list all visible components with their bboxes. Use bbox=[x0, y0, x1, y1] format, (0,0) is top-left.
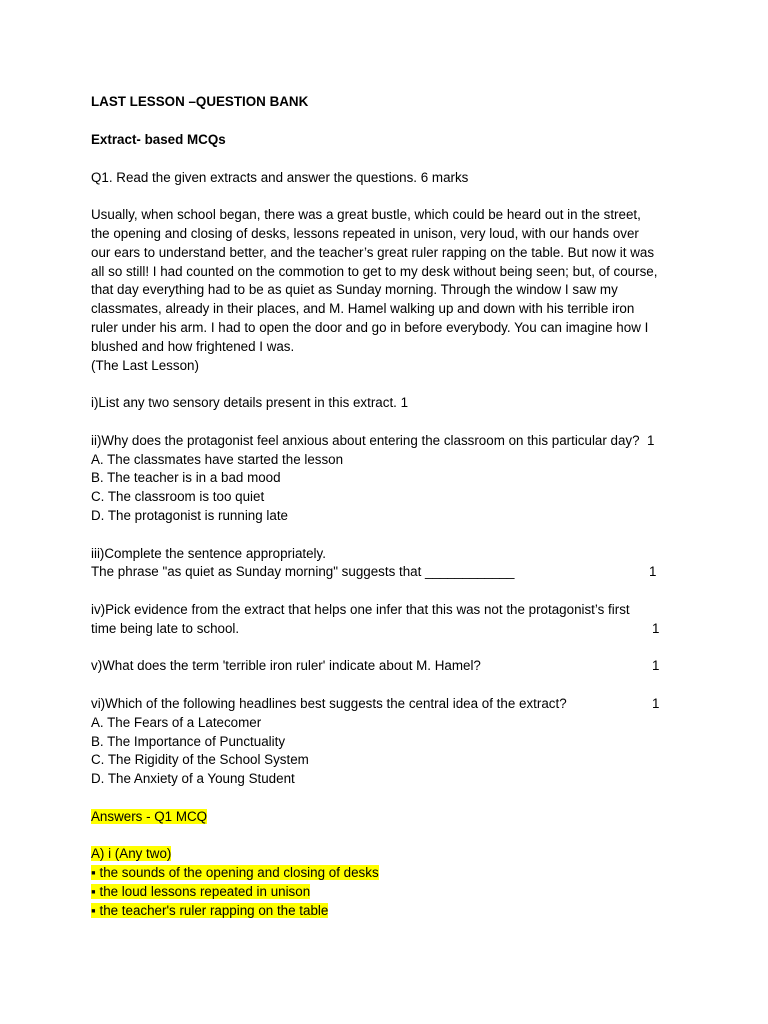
extract-line: the opening and closing of desks, lessons repeated in unison, very loud, with our hands over bbox=[91, 225, 639, 241]
question-vi-mark: 1 bbox=[652, 695, 660, 711]
question-v bbox=[91, 657, 691, 676]
question-i: i)List any two sensory details present in this extract. 1 bbox=[91, 395, 409, 411]
question-ii bbox=[91, 432, 691, 526]
option-d: D. The protagonist is running late bbox=[91, 507, 289, 523]
question-iv bbox=[91, 601, 691, 639]
extract-line: Usually, when school began, there was a great bustle, which could be heard out in the street, bbox=[91, 207, 641, 223]
option-b: B. The Importance of Punctuality bbox=[91, 733, 286, 749]
extract-passage bbox=[91, 206, 691, 375]
question-v-text: v)What does the term 'terrible iron ruler' indicate about M. Hamel? bbox=[91, 658, 481, 674]
section-heading: Extract- based MCQs bbox=[91, 131, 226, 147]
q1-intro: Q1. Read the given extracts and answer the questions. 6 marks bbox=[91, 169, 469, 185]
question-v-mark: 1 bbox=[652, 658, 660, 674]
extract-line: that day everything had to be as quiet as Sunday morning. Through the window I saw my bbox=[91, 282, 618, 298]
question-iii bbox=[91, 545, 691, 583]
option-d: D. The Anxiety of a Young Student bbox=[91, 771, 295, 787]
question-iii-line1: iii)Complete the sentence appropriately. bbox=[91, 545, 326, 561]
answer-item: ▪ the teacher's ruler rapping on the table bbox=[91, 902, 329, 918]
question-iv-line2: time being late to school. bbox=[91, 620, 240, 636]
question-vi bbox=[91, 695, 691, 789]
extract-line: all so still! I had counted on the commotion to get to my desk without being seen; but, of course, bbox=[91, 263, 658, 279]
question-vi-text: vi)Which of the following headlines best suggests the central idea of the extract? bbox=[91, 695, 567, 711]
option-b: B. The teacher is in a bad mood bbox=[91, 470, 281, 486]
answers-block bbox=[91, 845, 691, 920]
answer-item: ▪ the sounds of the opening and closing of desks bbox=[91, 865, 379, 881]
answers-heading: Answers - Q1 MCQ bbox=[91, 808, 208, 824]
question-iv-mark: 1 bbox=[652, 620, 660, 636]
extract-source: (The Last Lesson) bbox=[91, 357, 199, 373]
question-iii-line2: The phrase "as quiet as Sunday morning" suggests that ____________ bbox=[91, 564, 515, 580]
document-content bbox=[91, 93, 691, 920]
option-c: C. The classroom is too quiet bbox=[91, 489, 265, 505]
option-a: A. The Fears of a Latecomer bbox=[91, 714, 262, 730]
extract-line: blushed and how frightened I was. bbox=[91, 338, 295, 354]
question-iii-mark: 1 bbox=[649, 564, 657, 580]
extract-line: classmates, already in their places, and M. Hamel walking up and down with his terrible iron bbox=[91, 301, 635, 317]
answer-i-label: A) i (Any two) bbox=[91, 846, 172, 862]
document-title: LAST LESSON –QUESTION BANK bbox=[91, 94, 309, 109]
extract-line: ruler under his arm. I had to open the door and go in before everybody. You can imagine how I bbox=[91, 319, 649, 335]
question-ii-text: ii)Why does the protagonist feel anxious about entering the classroom on this particular day? 1 bbox=[91, 432, 655, 448]
question-iv-line1: iv)Pick evidence from the extract that helps one infer that this was not the protagonist’s first bbox=[91, 601, 630, 617]
answer-item: ▪ the loud lessons repeated in unison bbox=[91, 883, 311, 899]
option-a: A. The classmates have started the lesson bbox=[91, 451, 344, 467]
extract-line: our ears to understand better, and the teacher’s great ruler rapping on the table. But now it was bbox=[91, 244, 655, 260]
option-c: C. The Rigidity of the School System bbox=[91, 752, 309, 768]
